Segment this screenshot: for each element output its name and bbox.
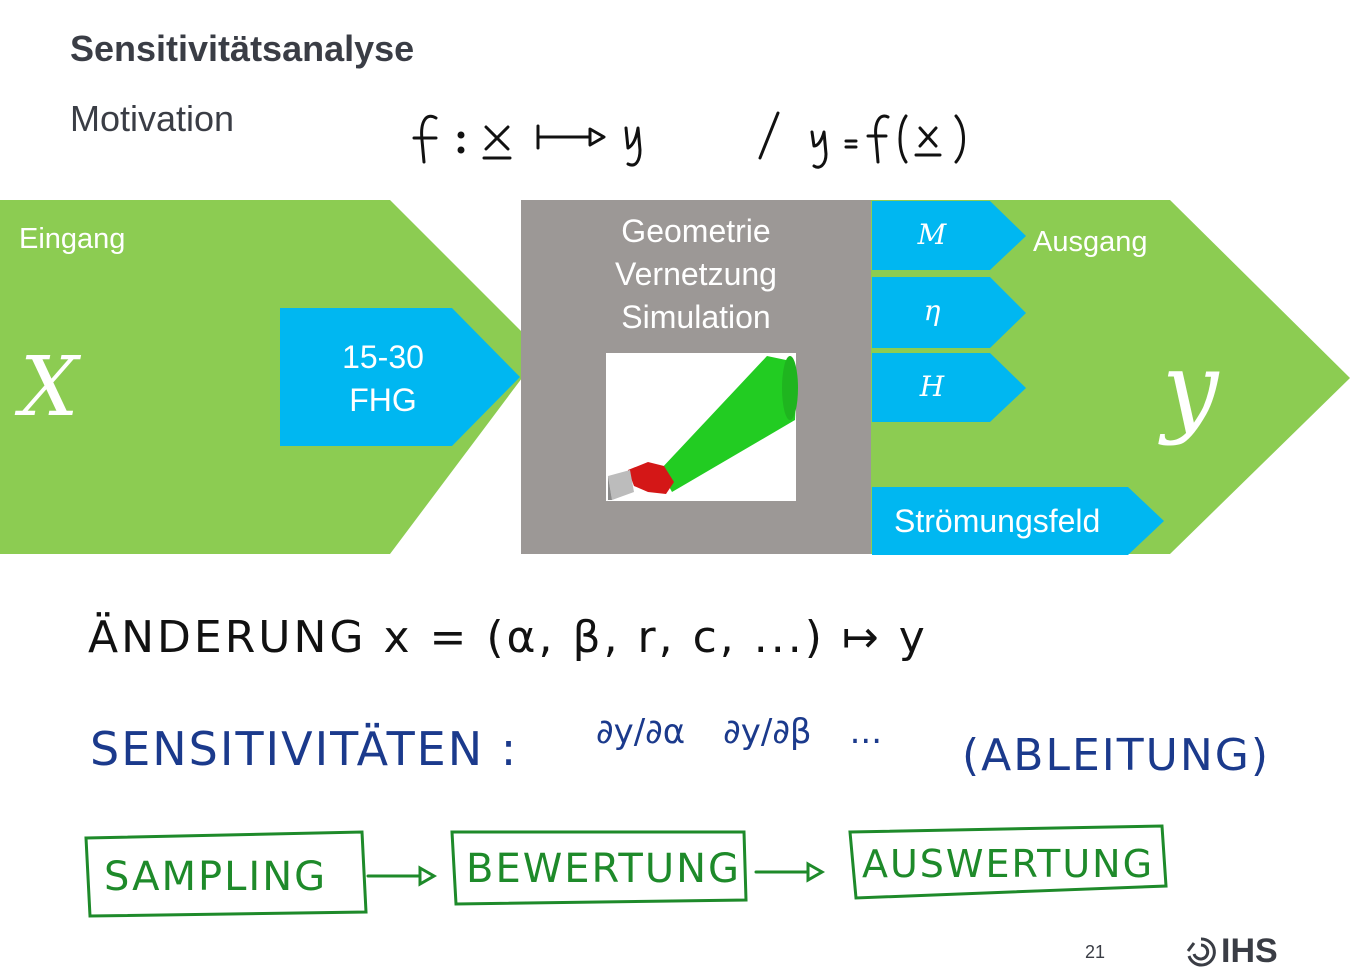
top-formula <box>414 112 423 113</box>
partial-alpha: ∂y/∂α <box>596 712 686 752</box>
slide-subtitle: Motivation <box>70 98 235 139</box>
workflow-step-sampling: SAMPLING <box>104 854 328 900</box>
sensitivity-label: SENSITIVITÄTEN : <box>90 722 519 776</box>
top-formula-ink <box>414 113 964 167</box>
workflow-step-auswertung: AUSWERTUNG <box>862 842 1155 886</box>
simulation-image <box>606 353 798 501</box>
change-line: ÄNDERUNG x = (α, β, r, c, ...) ↦ y <box>88 612 928 663</box>
output-h: H <box>919 370 945 403</box>
process-line: Vernetzung <box>615 256 777 292</box>
logo-text: IHS <box>1221 932 1278 970</box>
page-number: 21 <box>1085 942 1106 962</box>
input-symbol: X <box>20 340 79 435</box>
ellipsis: ... <box>849 712 883 752</box>
ihs-swirl-icon <box>1184 935 1218 969</box>
flowfield-label: Strömungsfeld <box>894 503 1101 539</box>
dof-label <box>280 336 486 422</box>
output-m: M <box>917 218 947 251</box>
ihs-logo <box>1184 932 1278 971</box>
process-line: Simulation <box>621 299 771 335</box>
process-line: Geometrie <box>621 213 771 249</box>
input-label: Eingang <box>19 223 126 255</box>
partial-beta: ∂y/∂β <box>723 712 812 752</box>
sensitivity-note: (ABLEITUNG) <box>962 730 1270 781</box>
dof-line2: FHG <box>349 382 417 418</box>
output-eta: η <box>923 294 941 327</box>
output-label: Ausgang <box>1033 226 1148 258</box>
dof-line1: 15-30 <box>342 339 424 375</box>
workflow-step-bewertung: BEWERTUNG <box>466 846 742 892</box>
output-symbol: y <box>1162 330 1219 447</box>
slide-title: Sensitivitätsanalyse <box>70 28 415 69</box>
sensitivity-terms <box>596 712 882 752</box>
process-text <box>521 210 871 339</box>
